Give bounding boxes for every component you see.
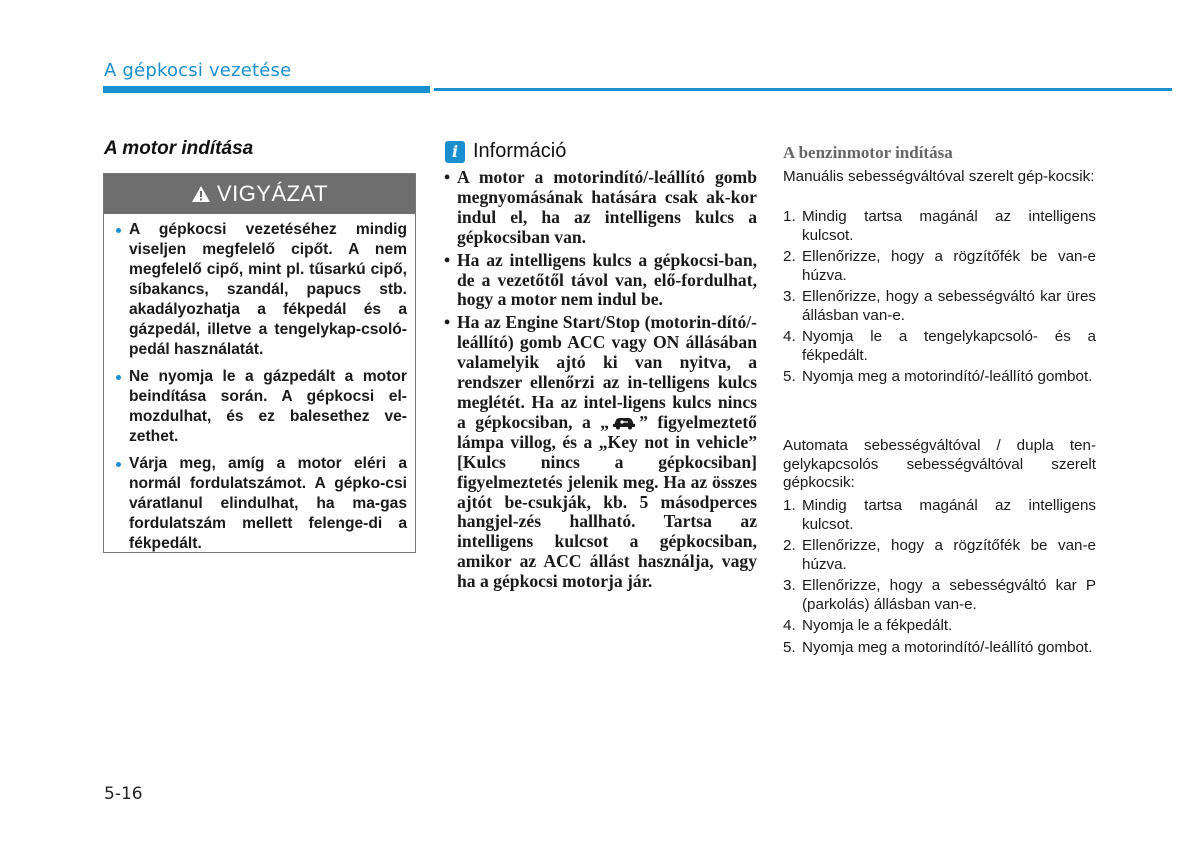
info-bullet-text: Ha az Engine Start/Stop (motorin-dító/-leállító) gomb ACC vagy ON állásában valamelyik ajtó ki van nyitva, a rendszer ellenőrzi az in-telligens kulcs meglétét. Ha az intel-ligens kulcs nincs a gépkocsiban, a „ xyxy=(457,312,757,432)
list-item: 3. Ellenőrizze, hogy a sebességváltó kar üres állásban van-e. xyxy=(783,288,1096,324)
info-bullet: • Ha az intelligens kulcs a gépkocsi-ban, de a vezetőtől távol van, elő-fordulhat, hogy a motor nem indul be. xyxy=(444,251,757,311)
info-bullet-text: ” figyelmeztető lámpa villog, és a „Key not in vehicle” [Kulcs nincs a gépkocsiban] figyelmeztetés jelenik meg. Ha az összes ajtót be-csukják, kb. 5 másodperces hangjel-zés hallható. Tartsa az intelligens kulcsot a gépkocsiban, amikor az ACC állást használja, vagy ha a gépkocsi motorja jár. xyxy=(457,411,757,592)
list-item: 2. Ellenőrizze, hogy a rögzítőfék be van-e húzva. xyxy=(783,248,1096,284)
list-item: 5. Nyomja meg a motorindító/-leállító gombot. xyxy=(783,638,1093,656)
info-title: Információ xyxy=(473,140,567,162)
warning-triangle-icon xyxy=(191,185,211,203)
warning-header xyxy=(104,174,415,214)
warning-item: A gépkocsi vezetéséhez mindig viseljen megfelelő cipőt. A nem megfelelő cipő, mint pl. tűsarkú cipő, síbakancs, szandál, papucs stb. akadályozhatja a fékpedál és a gázpedál, illetve a tengelykap-csoló-pedál használatát. xyxy=(113,220,407,360)
list-item: 1. Mindig tartsa magánál az intelligens kulcsot. xyxy=(783,208,1096,244)
list-item: 2. Ellenőrizze, hogy a rögzítőfék be van-e húzva. xyxy=(783,537,1096,573)
manual-intro: Manuális sebességváltóval szerelt gép-kocsik: xyxy=(783,168,1095,185)
info-bullet: • A motor a motorindító/-leállító gomb megnyomásának hatására csak ak-kor indul el, ha az intelligens kulcs a gépkocsiban van. xyxy=(444,168,757,248)
info-list xyxy=(444,168,757,595)
list-item: 3. Ellenőrizze, hogy a sebességváltó kar P (parkolás) állásban van-e. xyxy=(783,577,1096,613)
list-item: 1. Mindig tartsa magánál az intelligens kulcsot. xyxy=(783,497,1096,533)
list-item: 4. Nyomja le a tengelykapcsoló- és a fékpedált. xyxy=(783,328,1096,364)
manual-steps-list xyxy=(783,208,1096,390)
info-icon: i xyxy=(445,141,465,163)
warning-item: Várja meg, amíg a motor eléri a normál fordulatszámot. A gépko-csi váratlanul elindulhat, ha ma-gas fordulatszám mellett felenge-di a fékpedált. xyxy=(113,454,407,554)
chapter-title: A gépkocsi vezetése xyxy=(104,60,292,81)
key-car-icon xyxy=(611,416,637,430)
section-title: A motor indítása xyxy=(104,138,254,159)
info-header xyxy=(445,140,566,163)
header-bar xyxy=(103,86,430,93)
auto-intro: Automata sebességváltóval / dupla ten-gelykapcsolós sebességváltóval szerelt gépkocsik: xyxy=(783,437,1096,491)
info-bullet xyxy=(444,313,757,592)
page-number: 5-16 xyxy=(104,784,143,804)
warning-box xyxy=(103,173,416,553)
subsection-title: A benzinmotor indítása xyxy=(783,143,953,162)
list-item: 5. Nyomja meg a motorindító/-leállító gombot. xyxy=(783,368,1093,385)
warning-list xyxy=(104,214,415,554)
auto-steps-list xyxy=(783,497,1096,660)
header-rule xyxy=(434,88,1172,91)
list-item: 4. Nyomja le a fékpedált. xyxy=(783,617,953,634)
warning-title: VIGYÁZAT xyxy=(216,181,329,206)
warning-item: Ne nyomja le a gázpedált a motor beindítása során. A gépkocsi el-mozdulhat, és ez balesethez ve-zethet. xyxy=(113,367,407,447)
